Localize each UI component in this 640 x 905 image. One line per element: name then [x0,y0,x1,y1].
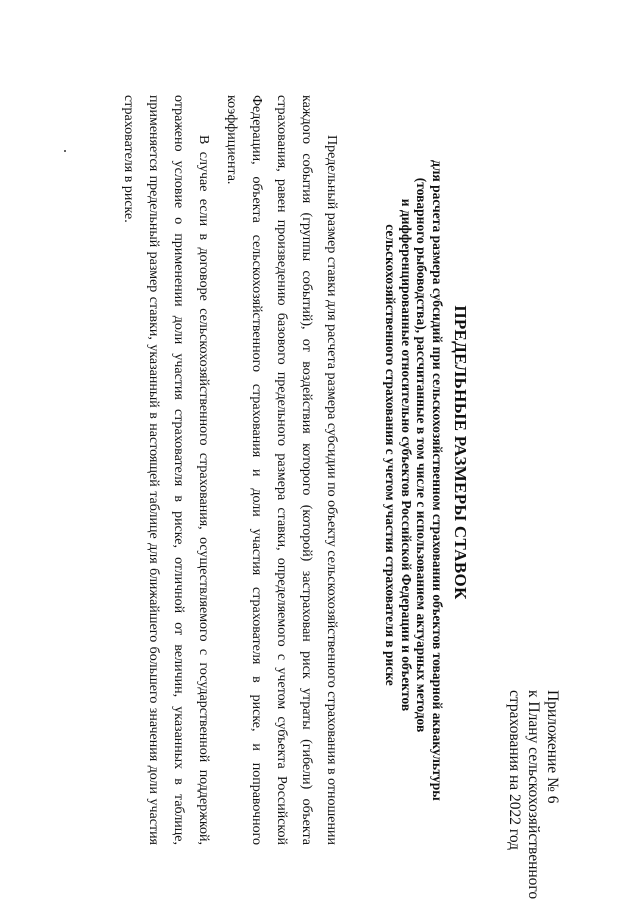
subtitle-line: сельскохозяйственного страхования с учетом участия страхователя в риске [383,224,399,686]
appendix-plan-year: страхования на 2022 год [506,690,523,851]
document-subtitle [383,160,445,801]
scan-speck [64,150,66,152]
document-title: ПРЕДЕЛЬНЫЕ РАЗМЕРЫ СТАВОК [451,305,470,600]
body-paragraph: В случае если в договоре сельскохозяйственного страхования, осуществляемого с государственной поддержкой, отражено условие о применении доли участия страхователя в риске, отличной от величин, указанных в таблице, применяется предельный размер ставки, указанный в настоящей таблице для ближайшего большего значения доли участия страхователя в риске. [121,95,211,845]
subtitle-line: (товарного рыбоводства), рассчитанные в том числе с использованием актуарных методов [414,177,430,733]
appendix-block [505,690,562,900]
subtitle-line: и дифференцированные относительно субъектов Российской Федерации и объектов [398,198,414,712]
subtitle-line: для расчета размера субсидий при сельскохозяйственном страховании объектов товарной аквакультуры [430,160,445,801]
appendix-number: Приложение № 6 [544,690,561,804]
appendix-plan-reference: к Плану сельскохозяйственного [525,690,542,900]
body-paragraph: Предельный размер ставки для расчета размера субсидии по объекту сельскохозяйственного страхования в отношении каждого события (группы событий), от воздействия которого (которой) застрахован риск утраты (гибели) объекта страхования, равен произведению базового предельного размера ставки, определяемого с учетом субъекта Российской Федерации, объекта сельскохозяйственного страхования и доли участия страхователя в риске, и поправочного коэффициента. [224,95,339,845]
document-body [113,95,344,845]
